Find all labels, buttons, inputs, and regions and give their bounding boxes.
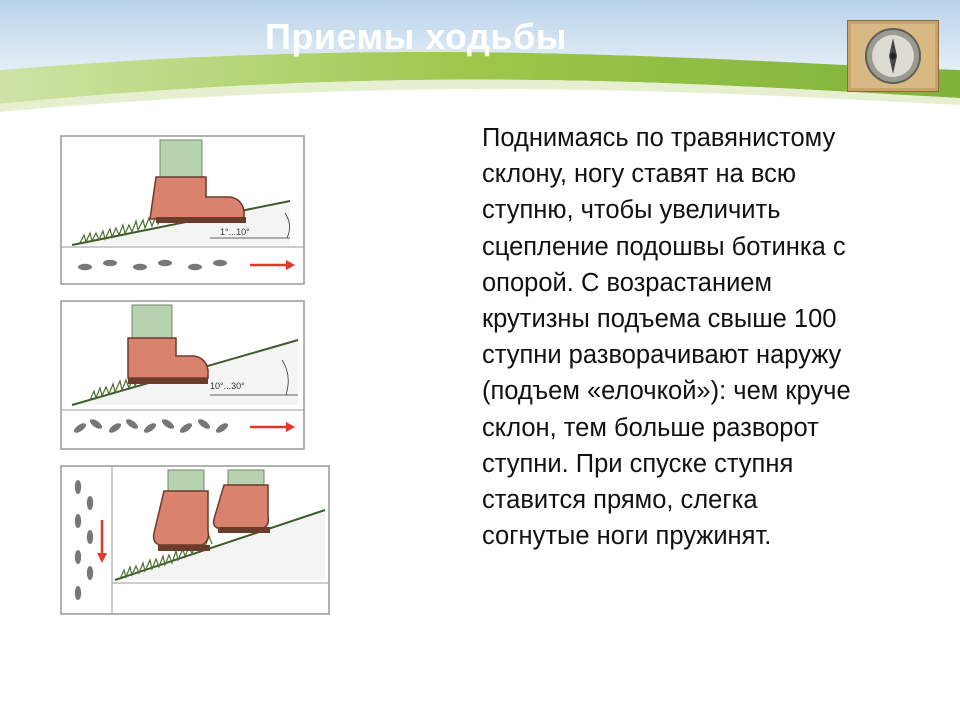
- boot-icon: [154, 491, 209, 545]
- body-line: согнутые ноги пружинят.: [482, 522, 772, 551]
- boot-icon: [214, 485, 269, 529]
- body-line: ступни разворачивают наружу: [482, 341, 842, 370]
- body-line: ступню, чтобы увеличить: [482, 196, 781, 225]
- angle-label: 10°...30°: [210, 381, 245, 391]
- body-line: склону, ногу ставят на всю: [482, 160, 797, 189]
- body-line: склон, тем больше разворот: [482, 413, 819, 442]
- slide-body-text: [482, 120, 922, 554]
- body-line: ступни. При спуске ступня: [482, 449, 794, 478]
- figure-gentle-slope: [60, 135, 305, 285]
- body-line: ставится прямо, слегка: [482, 486, 758, 515]
- compass-icon: [847, 20, 939, 92]
- body-line: Поднимаясь по травянистому: [482, 124, 836, 152]
- body-line: (подъем «елочкой»): чем круче: [482, 377, 851, 406]
- body-line: крутизны подъема свыше 100: [482, 305, 837, 334]
- angle-label: 1°...10°: [220, 227, 250, 237]
- slide-title: Приемы ходьбы: [265, 16, 568, 57]
- figure-steep-slope: [60, 300, 305, 450]
- slide-header: [0, 0, 960, 125]
- body-line: опорой. С возрастанием: [482, 268, 773, 297]
- trouser-leg: [160, 140, 202, 178]
- figure-descent: [60, 465, 330, 615]
- body-line: сцепление подошвы ботинка с: [482, 232, 846, 261]
